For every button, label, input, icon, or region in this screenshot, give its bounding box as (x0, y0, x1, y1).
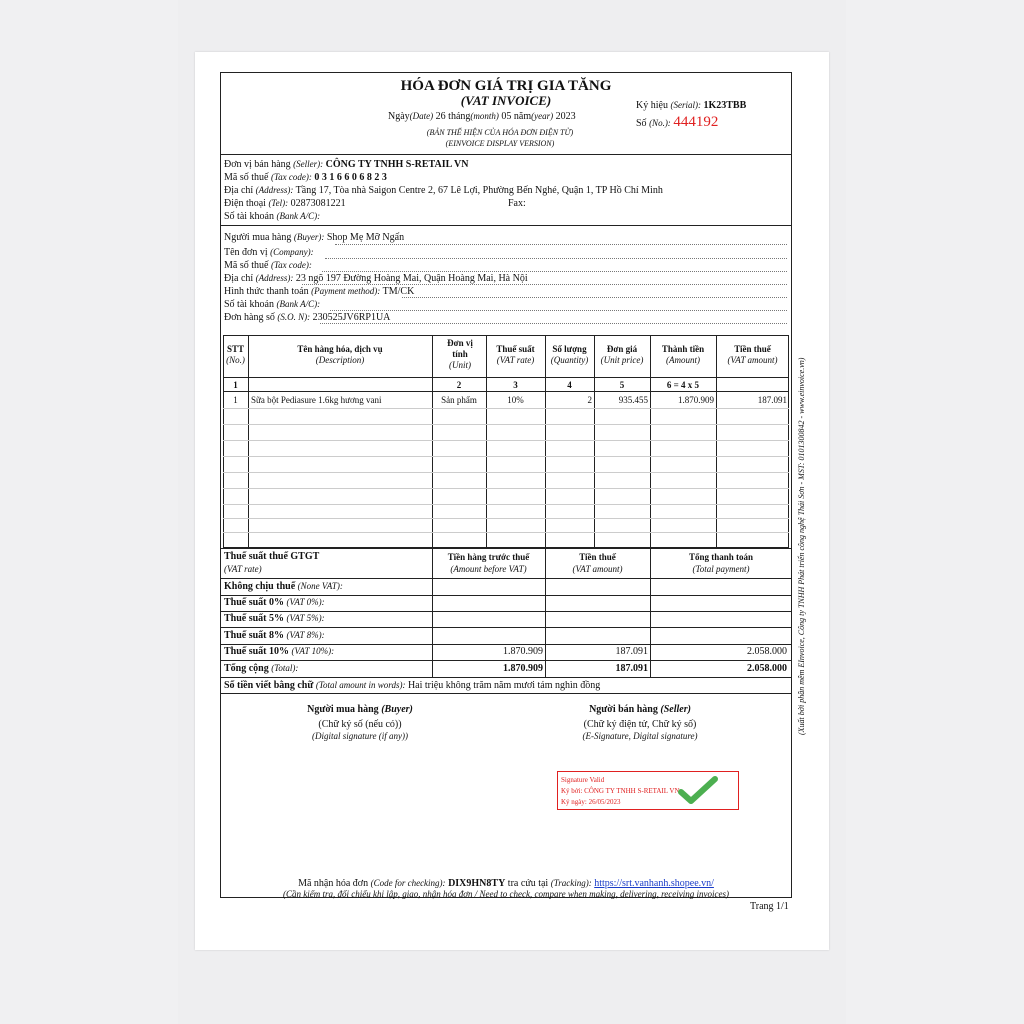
buyer-address: 23 ngõ 197 Đường Hoàng Mai, Quận Hoàng Mai, Hà Nội (295, 273, 528, 284)
buyer-sign-note: (Chữ ký số (nếu có)) (318, 719, 402, 730)
date-label: Ngày (388, 111, 410, 122)
seller-tax-line: Mã số thuế (Tax code): 0 3 1 6 6 0 6 8 2 3 (224, 172, 387, 183)
row-description: Sữa bột Pediasure 1.6kg hương vani (251, 395, 382, 405)
amount-in-words-value: Hai triệu không trăm năm mươi tám nghìn đồng (407, 680, 601, 691)
index-cell: 4 (567, 380, 572, 390)
total-before-value: 1.870.909 (503, 663, 543, 674)
checking-note: (Cần kiểm tra, đối chiếu khi lập, giao, nhận hóa đơn / Need to check, compare when making, delivering, receiving invoices) (282, 889, 730, 899)
buyer-address-line: Địa chỉ (Address): 23 ngõ 197 Đường Hoàng Mai, Quận Hoàng Mai, Hà Nội (224, 273, 528, 284)
buyer-order: 230525JV6RP1UA (312, 312, 391, 323)
buyer-payment-dots (402, 297, 787, 298)
col-line (594, 335, 595, 548)
empty-row-line (223, 424, 789, 425)
seller-sign-note: (Chữ ký điện tử, Chữ ký số) (583, 719, 697, 730)
row-vat-amount: 187.091 (757, 395, 787, 405)
col-line (486, 335, 487, 548)
seller-sign-note-en: (E-Signature, Digital signature) (582, 731, 698, 741)
col-line (248, 335, 249, 548)
date-month: 05 (501, 111, 512, 122)
summary-top-line (220, 548, 792, 549)
buyer-company-dots (325, 258, 787, 259)
display-version-vn: (BẢN THỂ HIỆN CỦA HÓA ĐƠN ĐIỆN TỬ) (426, 128, 574, 137)
buyer-name-line: Người mua hàng (Buyer): Shop Mẹ Mỡ Ngấn (224, 232, 405, 243)
index-cell: 3 (513, 380, 518, 390)
sum-row-label: Thuế suất 8% (VAT 8%): (224, 630, 325, 641)
seller-tax-code: 0 3 1 6 6 0 6 8 2 3 (314, 172, 387, 183)
sum-th-total: Tổng thanh toán (Total payment) (688, 552, 754, 574)
seller-bank-line: Số tài khoản (Bank A/C): (224, 211, 321, 222)
buyer-payment-line: Hình thức thanh toán (Payment method): TM/CK (224, 286, 415, 297)
row-unit-price: 935.455 (618, 395, 648, 405)
header-divider (220, 154, 792, 155)
empty-row-line (223, 504, 789, 505)
date-day: 26 (435, 111, 446, 122)
seller-phone: 02873081221 (290, 198, 346, 209)
date-label-en: (Date) (409, 111, 434, 121)
sum-vat-value: 187.091 (615, 646, 648, 657)
number-label: Số (636, 118, 647, 129)
buyer-order-line: Đơn hàng số (S.O. N): 230525JV6RP1UA (224, 312, 391, 323)
row-quantity: 2 (587, 395, 592, 405)
col-line (432, 335, 433, 548)
tracking-link[interactable]: https://srt.vanhanh.shopee.vn/ (594, 878, 714, 889)
col-line (716, 335, 717, 548)
buyer-bank-dots (330, 310, 787, 311)
sum-th-before: Tiền hàng trước thuế (Amount before VAT) (447, 552, 530, 574)
total-payment-value: 2.058.000 (747, 663, 787, 674)
header-row-line (223, 377, 789, 378)
stamp-date: Ký ngày: 26/05/2023 (561, 798, 621, 806)
sum-th-rate: Thuế suất thuế GTGT (VAT rate) (224, 551, 320, 574)
index-cell: 2 (456, 380, 462, 390)
month-label-en: (month) (470, 111, 499, 121)
summary-bottom-line (220, 677, 792, 678)
summary-row-line (220, 644, 792, 645)
buyer-name-dots (335, 244, 787, 245)
th-amount: Thành tiền (Amount) (661, 344, 705, 365)
invoice-date (388, 111, 576, 122)
seller-name-line: Đơn vị bán hàng (Seller): CÔNG TY TNHH S-RETAIL VN (224, 159, 469, 170)
index-row-line (223, 391, 789, 392)
th-quantity: Số lượng (Quantity) (550, 344, 589, 365)
sum-row-label: Thuế suất 0% (VAT 0%): (224, 597, 325, 608)
total-vat-value: 187.091 (615, 663, 648, 674)
serial-label: Ký hiệu (636, 100, 668, 111)
empty-row-line (223, 488, 789, 489)
sum-row-label: Thuế suất 10% (VAT 10%): (224, 646, 335, 657)
row-unit: Sản phẩm (441, 395, 477, 405)
number-line (636, 114, 718, 131)
sum-th-vat: Tiền thuế (VAT amount) (572, 552, 623, 574)
sum-total-value: 2.058.000 (747, 646, 787, 657)
serial-line (636, 100, 746, 111)
invoice-title: HÓA ĐƠN GIÁ TRỊ GIA TĂNG (400, 78, 612, 94)
index-cell: 5 (619, 380, 625, 390)
empty-row-line (223, 518, 789, 519)
th-unit-price: Đơn giá (Unit price) (600, 344, 644, 365)
page-number: Trang 1/1 (750, 901, 789, 912)
summary-row-line (220, 578, 792, 579)
buyer-company-line: Tên đơn vị (Company): (224, 247, 314, 258)
words-bottom-line (220, 693, 792, 694)
buyer-payment: TM/CK (382, 286, 415, 297)
empty-row-line (223, 408, 789, 409)
seller-phone-line: Điện thoại (Tel): 02873081221 (224, 198, 346, 209)
number-label-en: (No.): (649, 118, 671, 128)
sum-row-label: Tổng cộng (Total): (224, 663, 299, 674)
stamp-signer: Ký bởi: CÔNG TY TNHH S-RETAIL VN (561, 787, 680, 795)
th-unit: Đơn vị tính (Unit) (447, 338, 473, 370)
buyer-name: Shop Mẹ Mỡ Ngấn (326, 232, 405, 243)
amount-in-words: Số tiền viết bằng chữ (Total amount in words): Hai triệu không trăm năm mươi tám nghìn đồng (224, 680, 601, 691)
sum-row-label: Không chịu thuế (None VAT): (224, 581, 343, 592)
buyer-sign-title: Người mua hàng (Buyer) (307, 704, 413, 715)
invoice-number: 444192 (673, 114, 719, 130)
month-label: tháng (448, 111, 471, 122)
col-line (650, 335, 651, 548)
buyer-sign-note-en: (Digital signature (if any)) (312, 731, 408, 741)
invoice-subtitle: (VAT INVOICE) (460, 93, 552, 108)
col-line (545, 335, 546, 548)
checking-code: DIX9HN8TY (448, 878, 506, 889)
check-icon (678, 776, 718, 806)
stamp-valid: Signature Valid (561, 776, 605, 784)
th-vat-amount: Tiền thuế (VAT amount) (727, 344, 778, 365)
serial-value: 1K23TBB (703, 100, 747, 111)
buyer-order-dots (320, 323, 787, 324)
date-year: 2023 (555, 111, 576, 122)
buyer-tax-line: Mã số thuế (Tax code): (224, 260, 312, 271)
row-no: 1 (233, 395, 238, 405)
th-description: Tên hàng hóa, dịch vụ (Description) (297, 344, 383, 365)
seller-address-line: Địa chỉ (Address): Tầng 17, Tòa nhà Saigon Centre 2, 67 Lê Lợi, Phường Bến Nghé, Quận 1, TP Hồ Chí Minh (224, 185, 663, 196)
year-label: năm (513, 111, 532, 122)
seller-divider (220, 225, 792, 226)
buyer-address-dots (302, 284, 787, 285)
sum-row-label: Thuế suất 5% (VAT 5%): (224, 613, 325, 624)
summary-row-line (220, 611, 792, 612)
seller-name: CÔNG TY TNHH S-RETAIL VN (325, 159, 469, 170)
empty-row-line (223, 440, 789, 441)
empty-row-line (223, 472, 789, 473)
th-no: STT (No.) (226, 344, 245, 365)
summary-row-line (220, 627, 792, 628)
sum-before-value: 1.870.909 (503, 646, 543, 657)
summary-row-line (220, 595, 792, 596)
index-cell: 1 (233, 380, 238, 390)
seller-sign-title: Người bán hàng (Seller) (589, 704, 691, 715)
serial-label-en: (Serial): (670, 100, 701, 110)
signature-stamp (557, 771, 739, 810)
th-vat-rate: Thuế suất (VAT rate) (496, 344, 535, 365)
index-cell: 6 = 4 x 5 (666, 380, 700, 390)
buyer-bank-line: Số tài khoản (Bank A/C): (224, 299, 321, 310)
seller-fax-label: Fax: (508, 198, 526, 209)
summary-row-line (220, 660, 792, 661)
display-version-en: (EINVOICE DISPLAY VERSION) (445, 139, 555, 148)
row-vat-rate: 10% (507, 395, 524, 405)
side-software-note: (Xuất bởi phần mềm EInvoice, Công ty TNHH Phát triển công nghệ Thái Sơn - MST: 0101300842 - www.einvoice.vn) (797, 357, 806, 735)
checking-code-line: Mã nhận hóa đơn (Code for checking): DIX9HN8TY tra cứu tại (Tracking): https://srt.vanhanh.shopee.vn/ (298, 878, 714, 889)
row-amount: 1.870.909 (678, 395, 714, 405)
year-label-en: (year) (531, 111, 554, 121)
seller-address: Tầng 17, Tòa nhà Saigon Centre 2, 67 Lê Lợi, Phường Bến Nghé, Quận 1, TP Hồ Chí Minh (295, 185, 663, 196)
items-table-border (223, 335, 789, 548)
empty-row-line (223, 456, 789, 457)
buyer-tax-dots (322, 271, 787, 272)
empty-row-line (223, 532, 789, 533)
